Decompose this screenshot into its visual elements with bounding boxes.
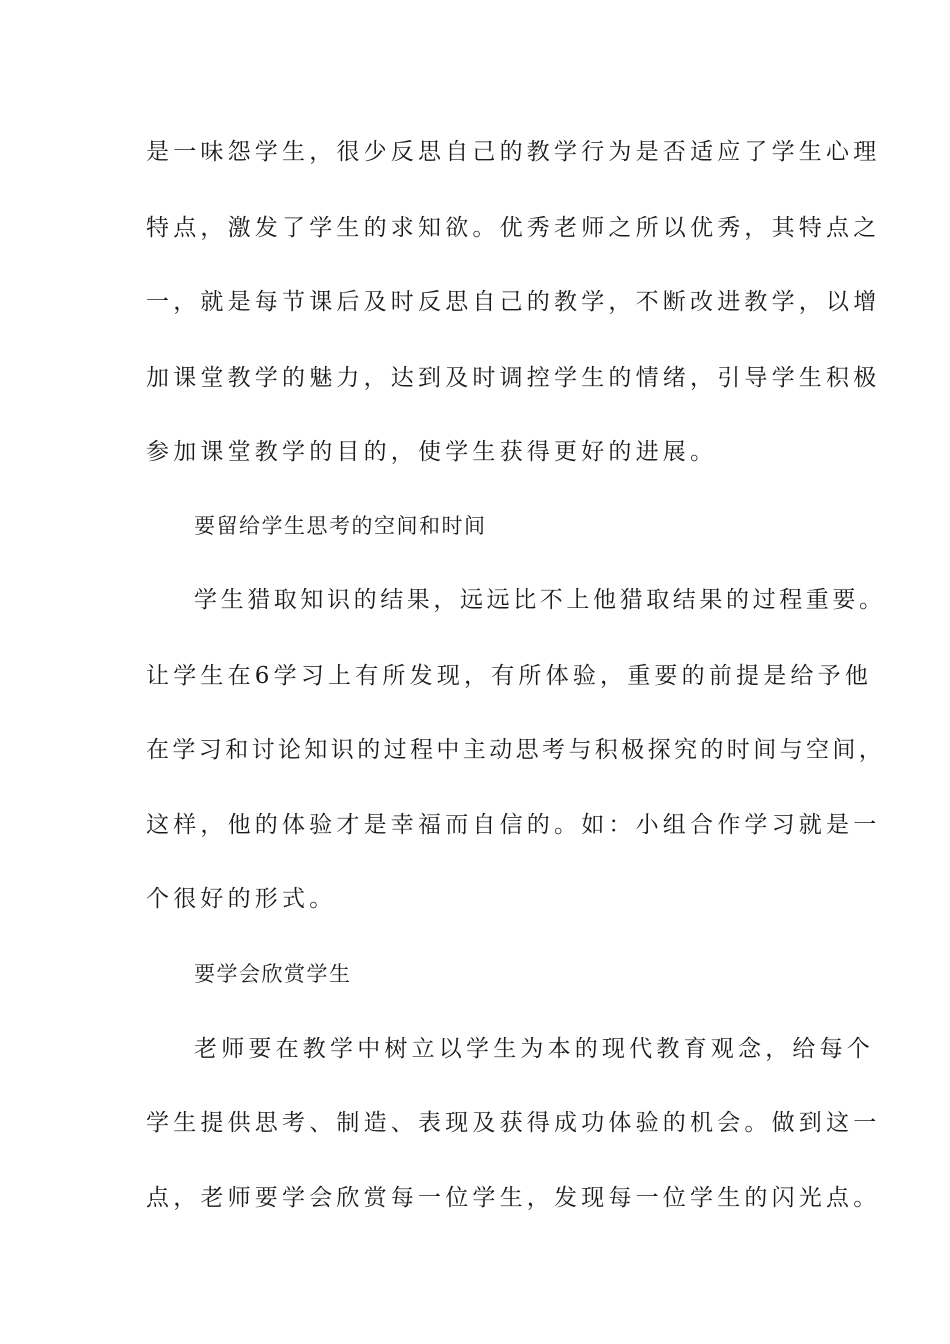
text-line-5: 参加课堂教学的目的，使学生获得更好的进展。 [146, 439, 718, 465]
text-line-12: 学生提供思考、制造、表现及获得成功体验的机会。做到这一 [146, 1110, 881, 1136]
text-line-3: 一，就是每节课后及时反思自己的教学，不断改进教学，以增 [146, 289, 881, 315]
section-heading-1: 要留给学生思考的空间和时间 [194, 514, 487, 538]
text-line-13: 点，老师要学会欣赏每一位学生，发现每一位学生的闪光点。 [146, 1185, 881, 1211]
text-line-1: 是一味怨学生，很少反思自己的教学行为是否适应了学生心理 [146, 139, 881, 165]
text-line-2: 特点，激发了学生的求知欲。优秀老师之所以优秀，其特点之 [146, 215, 881, 241]
text-line-7: 让学生在6学习上有所发现，有所体验，重要的前提是给予他 [146, 663, 873, 689]
text-line-4: 加课堂教学的魅力，达到及时调控学生的情绪，引导学生积极 [146, 365, 881, 391]
text-line-10: 个很好的形式。 [146, 886, 337, 912]
section-heading-2: 要学会欣赏学生 [194, 962, 352, 986]
text-line-11: 老师要在教学中树立以学生为本的现代教育观念，给每个 [194, 1036, 874, 1062]
text-line-9: 这样，他的体验才是幸福而自信的。如：小组合作学习就是一 [146, 812, 881, 838]
text-line-8: 在学习和讨论知识的过程中主动思考与积极探究的时间与空间， [146, 737, 886, 763]
text-line-6: 学生猎取知识的结果，远远比不上他猎取结果的过程重要。 [194, 587, 886, 613]
